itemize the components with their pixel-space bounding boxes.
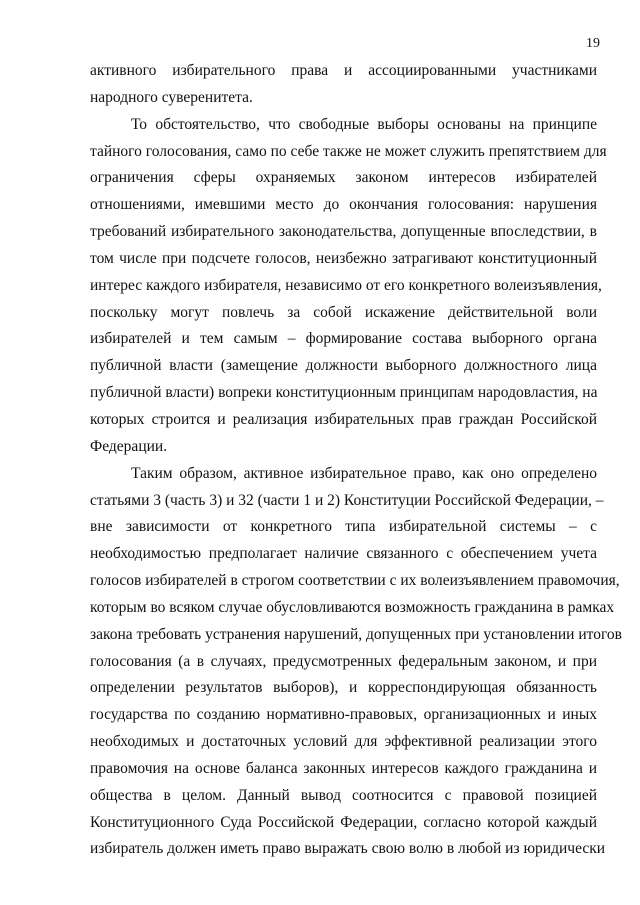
text-line: общества в целом. Данный вывод соотносится с правовой позицией [90, 786, 597, 804]
text-line: избирателей и тем самым – формирование состава выборного органа [90, 330, 597, 348]
text-line: необходимостью предполагает наличие связанного с обеспечением учета [90, 545, 597, 563]
paragraph-3 [90, 461, 622, 864]
page-number: 19 [586, 36, 600, 51]
text-line: активного избирательного права и ассоциированными участниками [90, 62, 597, 79]
text-line: закона требовать устранения нарушений, допущенных при установлении итогов [90, 625, 622, 643]
text-line: Таким образом, активное избирательное право, как оно определено [131, 464, 597, 482]
text-line: избиратель должен иметь право выражать свою волю в любой из юридически [90, 840, 606, 858]
text-line: То обстоятельство, что свободные выборы основаны на принципе [131, 115, 597, 133]
text-line: публичной власти) вопреки конституционным принципам народовластия, на [90, 384, 598, 402]
text-line: Конституционного Суда Российской Федерации, согласно которой каждый [90, 813, 597, 831]
text-line: которым во всяком случае обусловливаются возможность гражданина в рамках [90, 598, 615, 616]
text-line: государства по созданию нормативно-правовых, организационных и иных [90, 706, 597, 724]
document-body [90, 58, 622, 863]
text-line: тайного голосования, само по себе также не может служить препятствием для [90, 142, 607, 160]
text-line: народного суверенитета. [90, 88, 253, 106]
text-line: определении результатов выборов), и корреспондирующая обязанность [90, 679, 597, 697]
text-line: необходимых и достаточных условий для эффективной реализации этого [90, 733, 597, 751]
text-line: том числе при подсчете голосов, неизбежно затрагивают конституционный [90, 249, 597, 267]
paragraph-1 [90, 58, 597, 112]
text-line: требований избирательного законодательства, допущенные впоследствии, в [90, 223, 597, 241]
text-line: интерес каждого избирателя, независимо от его конкретного волеизъявления, [90, 276, 602, 294]
text-line: ограничения сферы охраняемых законом интересов избирателей [90, 169, 597, 187]
text-line: которых строится и реализация избирательных прав граждан Российской [90, 410, 597, 428]
text-line: публичной власти (замещение должности выборного должностного лица [90, 357, 597, 375]
text-line: статьями 3 (часть 3) и 32 (части 1 и 2) Конституции Российской Федерации, – [90, 491, 604, 509]
text-line: Федерации. [90, 437, 168, 455]
text-line: вне зависимости от конкретного типа избирательной системы – с [90, 518, 597, 536]
text-line: отношениями, имевшими место до окончания голосования: нарушения [90, 196, 597, 214]
text-line: правомочия на основе баланса законных интересов каждого гражданина и [90, 759, 597, 777]
text-line: голосов избирателей в строгом соответствии с их волеизъявлением правомочия, [90, 572, 620, 590]
text-line: поскольку могут повлечь за собой искажение действительной воли [90, 303, 597, 321]
text-line: голосования (а в случаях, предусмотренных федеральным законом, и при [90, 652, 597, 670]
paragraph-2 [90, 112, 607, 461]
